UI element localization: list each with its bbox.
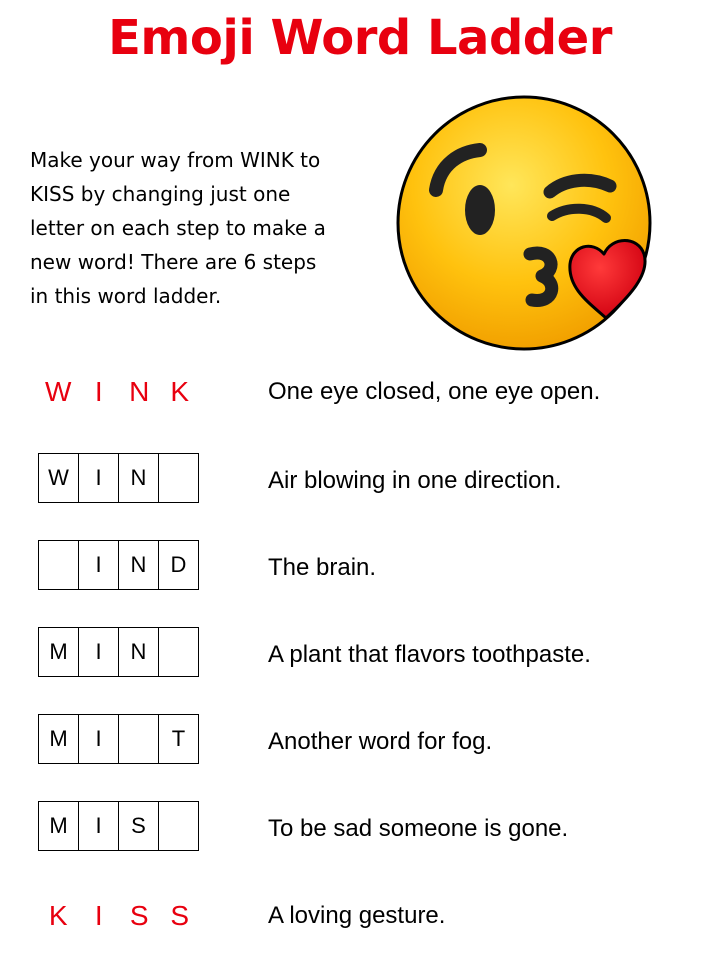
ladder-row: [0, 801, 720, 851]
clue-text: To be sad someone is gone.: [268, 815, 569, 842]
letter-box: M: [39, 628, 79, 676]
end-word: [38, 891, 200, 941]
letter-boxes: [38, 627, 199, 677]
letter-box: M: [39, 802, 79, 850]
letter-boxes: [38, 801, 199, 851]
letter-box-blank[interactable]: [159, 454, 199, 502]
letter-box: W: [39, 454, 79, 502]
letter: I: [94, 900, 103, 931]
letter: K: [170, 376, 190, 407]
clue-text: A plant that flavors toothpaste.: [268, 641, 591, 668]
letter-box-blank[interactable]: [119, 715, 159, 763]
letter: S: [129, 900, 149, 931]
ladder-row-end: [0, 891, 720, 941]
page-title: Emoji Word Ladder: [108, 10, 612, 66]
letter-box-blank[interactable]: [39, 541, 79, 589]
letter-box-blank[interactable]: [159, 802, 199, 850]
ladder-row: [0, 714, 720, 764]
letter-box: N: [119, 454, 159, 502]
letter-box: N: [119, 628, 159, 676]
letter-box: N: [119, 541, 159, 589]
letter-box: I: [79, 454, 119, 502]
letter: W: [45, 376, 72, 407]
letter-boxes: [38, 714, 199, 764]
letter-box: I: [79, 715, 119, 763]
letter-boxes: [38, 540, 199, 590]
letter-box: T: [159, 715, 199, 763]
clue-text: One eye closed, one eye open.: [268, 378, 601, 405]
instructions: [30, 143, 375, 313]
letter-box: I: [79, 802, 119, 850]
letter-box-blank[interactable]: [159, 628, 199, 676]
letter-box: D: [159, 541, 199, 589]
instructions-line: KISS by changing just one: [30, 182, 291, 206]
kissing-face-with-heart-emoji: [392, 92, 662, 354]
clue-text: A loving gesture.: [268, 902, 446, 929]
ladder-row: [0, 540, 720, 590]
letter-boxes: [38, 453, 199, 503]
ladder-row-start: [0, 367, 720, 417]
letter-box: I: [79, 628, 119, 676]
letter: I: [94, 376, 103, 407]
clue-text: Another word for fog.: [268, 728, 493, 755]
instructions-line: new word! There are 6 steps: [30, 250, 317, 274]
clue-text: The brain.: [268, 554, 377, 581]
instructions-line: letter on each step to make a: [30, 216, 326, 240]
clue-text: Air blowing in one direction.: [268, 467, 562, 494]
ladder-row: [0, 627, 720, 677]
ladder-row: [0, 453, 720, 503]
letter-box: I: [79, 541, 119, 589]
letter-box: S: [119, 802, 159, 850]
letter: S: [170, 900, 190, 931]
letter: N: [129, 376, 150, 407]
letter-box: M: [39, 715, 79, 763]
left-eye-icon: [465, 185, 495, 235]
letter: K: [48, 900, 68, 931]
start-word: [38, 367, 200, 417]
instructions-line: Make your way from WINK to: [30, 148, 321, 172]
instructions-line: in this word ladder.: [30, 284, 222, 308]
